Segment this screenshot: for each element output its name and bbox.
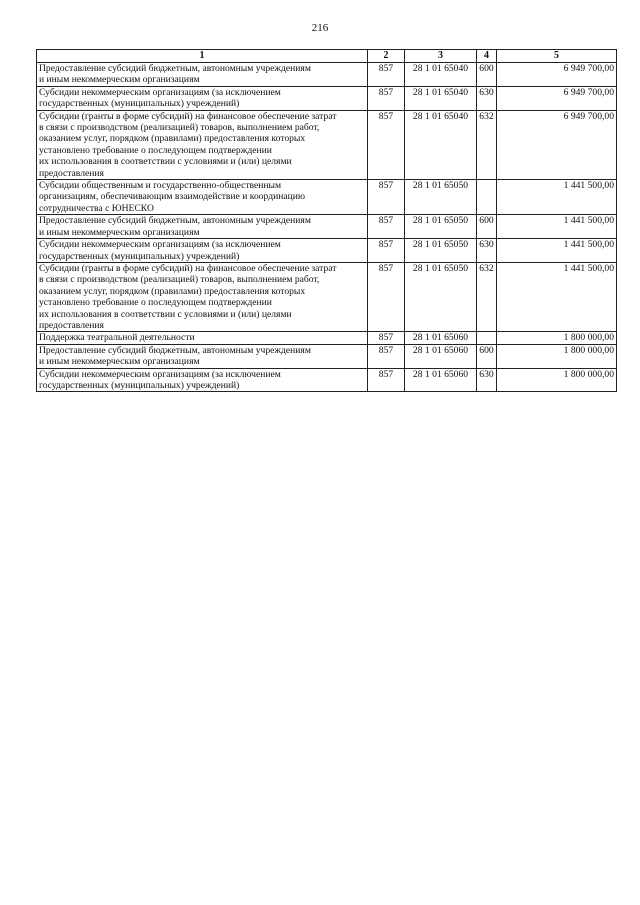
cell-ved: 857 — [368, 63, 405, 87]
cell-csr: 28 1 01 65040 — [405, 110, 477, 179]
cell-sum: 1 800 000,00 — [497, 368, 617, 392]
cell-vr: 630 — [477, 368, 497, 392]
table-row — [37, 368, 617, 392]
cell-name: Предоставление субсидий бюджетным, автономным учреждениям и иным некоммерческим организациям — [37, 215, 368, 239]
cell-vr: 600 — [477, 63, 497, 87]
column-header-name: 1 — [37, 50, 368, 63]
cell-ved: 857 — [368, 110, 405, 179]
page-number: 216 — [311, 22, 329, 34]
table-row — [37, 332, 617, 344]
cell-name: Субсидии некоммерческим организациям (за исключением государственных (муниципальных) учреждений) — [37, 239, 368, 263]
cell-csr: 28 1 01 65050 — [405, 239, 477, 263]
cell-csr: 28 1 01 65050 — [405, 180, 477, 215]
cell-name: Поддержка театральной деятельности — [37, 332, 368, 344]
cell-ved: 857 — [368, 180, 405, 215]
cell-sum: 1 800 000,00 — [497, 344, 617, 368]
cell-sum: 1 800 000,00 — [497, 332, 617, 344]
cell-sum: 6 949 700,00 — [497, 86, 617, 110]
cell-csr: 28 1 01 65060 — [405, 344, 477, 368]
table-row — [37, 63, 617, 87]
table-row — [37, 110, 617, 179]
cell-csr: 28 1 01 65040 — [405, 86, 477, 110]
cell-csr: 28 1 01 65060 — [405, 368, 477, 392]
cell-name: Субсидии (гранты в форме субсидий) на финансовое обеспечение затрат в связи с производством (реализацией) товаров, выполнением работ, оказанием услуг, порядком (правилами) предоставления которых установлено требование о последующем подтверждении их использования в соответствии с условиями и (или) целями предоставления — [37, 262, 368, 331]
cell-sum: 1 441 500,00 — [497, 239, 617, 263]
cell-vr: 630 — [477, 86, 497, 110]
table-row — [37, 344, 617, 368]
cell-csr: 28 1 01 65050 — [405, 262, 477, 331]
table-row — [37, 239, 617, 263]
cell-ved: 857 — [368, 239, 405, 263]
cell-vr: 630 — [477, 239, 497, 263]
column-header-ved: 2 — [368, 50, 405, 63]
cell-name: Субсидии (гранты в форме субсидий) на финансовое обеспечение затрат в связи с производством (реализацией) товаров, выполнением работ, оказанием услуг, порядком (правилами) предоставления которых установлено требование о последующем подтверждении их использования в соответствии с условиями и (или) целями предоставления — [37, 110, 368, 179]
table-body — [37, 63, 617, 392]
cell-ved: 857 — [368, 262, 405, 331]
cell-csr: 28 1 01 65060 — [405, 332, 477, 344]
column-header-csr: 3 — [405, 50, 477, 63]
column-header-vr: 4 — [477, 50, 497, 63]
cell-csr: 28 1 01 65040 — [405, 63, 477, 87]
cell-sum: 1 441 500,00 — [497, 180, 617, 215]
cell-ved: 857 — [368, 86, 405, 110]
cell-ved: 857 — [368, 368, 405, 392]
cell-vr: 632 — [477, 110, 497, 179]
cell-name: Субсидии некоммерческим организациям (за исключением государственных (муниципальных) учреждений) — [37, 86, 368, 110]
cell-ved: 857 — [368, 332, 405, 344]
cell-sum: 6 949 700,00 — [497, 110, 617, 179]
cell-vr: 600 — [477, 344, 497, 368]
cell-vr — [477, 180, 497, 215]
table-row — [37, 262, 617, 331]
cell-vr: 632 — [477, 262, 497, 331]
cell-sum: 1 441 500,00 — [497, 215, 617, 239]
table-row — [37, 215, 617, 239]
cell-name: Предоставление субсидий бюджетным, автономным учреждениям и иным некоммерческим организациям — [37, 63, 368, 87]
cell-name: Предоставление субсидий бюджетным, автономным учреждениям и иным некоммерческим организациям — [37, 344, 368, 368]
cell-name: Субсидии некоммерческим организациям (за исключением государственных (муниципальных) учреждений) — [37, 368, 368, 392]
cell-vr: 600 — [477, 215, 497, 239]
column-header-sum: 5 — [497, 50, 617, 63]
table-row — [37, 86, 617, 110]
cell-ved: 857 — [368, 215, 405, 239]
cell-ved: 857 — [368, 344, 405, 368]
cell-vr — [477, 332, 497, 344]
cell-sum: 6 949 700,00 — [497, 63, 617, 87]
table-header-row — [37, 50, 617, 63]
cell-name: Субсидии общественным и государственно-общественным организациям, обеспечивающим взаимодействие и координацию сотрудничества с ЮНЕСКО — [37, 180, 368, 215]
table-row — [37, 180, 617, 215]
cell-sum: 1 441 500,00 — [497, 262, 617, 331]
cell-csr: 28 1 01 65050 — [405, 215, 477, 239]
budget-table — [36, 49, 617, 392]
